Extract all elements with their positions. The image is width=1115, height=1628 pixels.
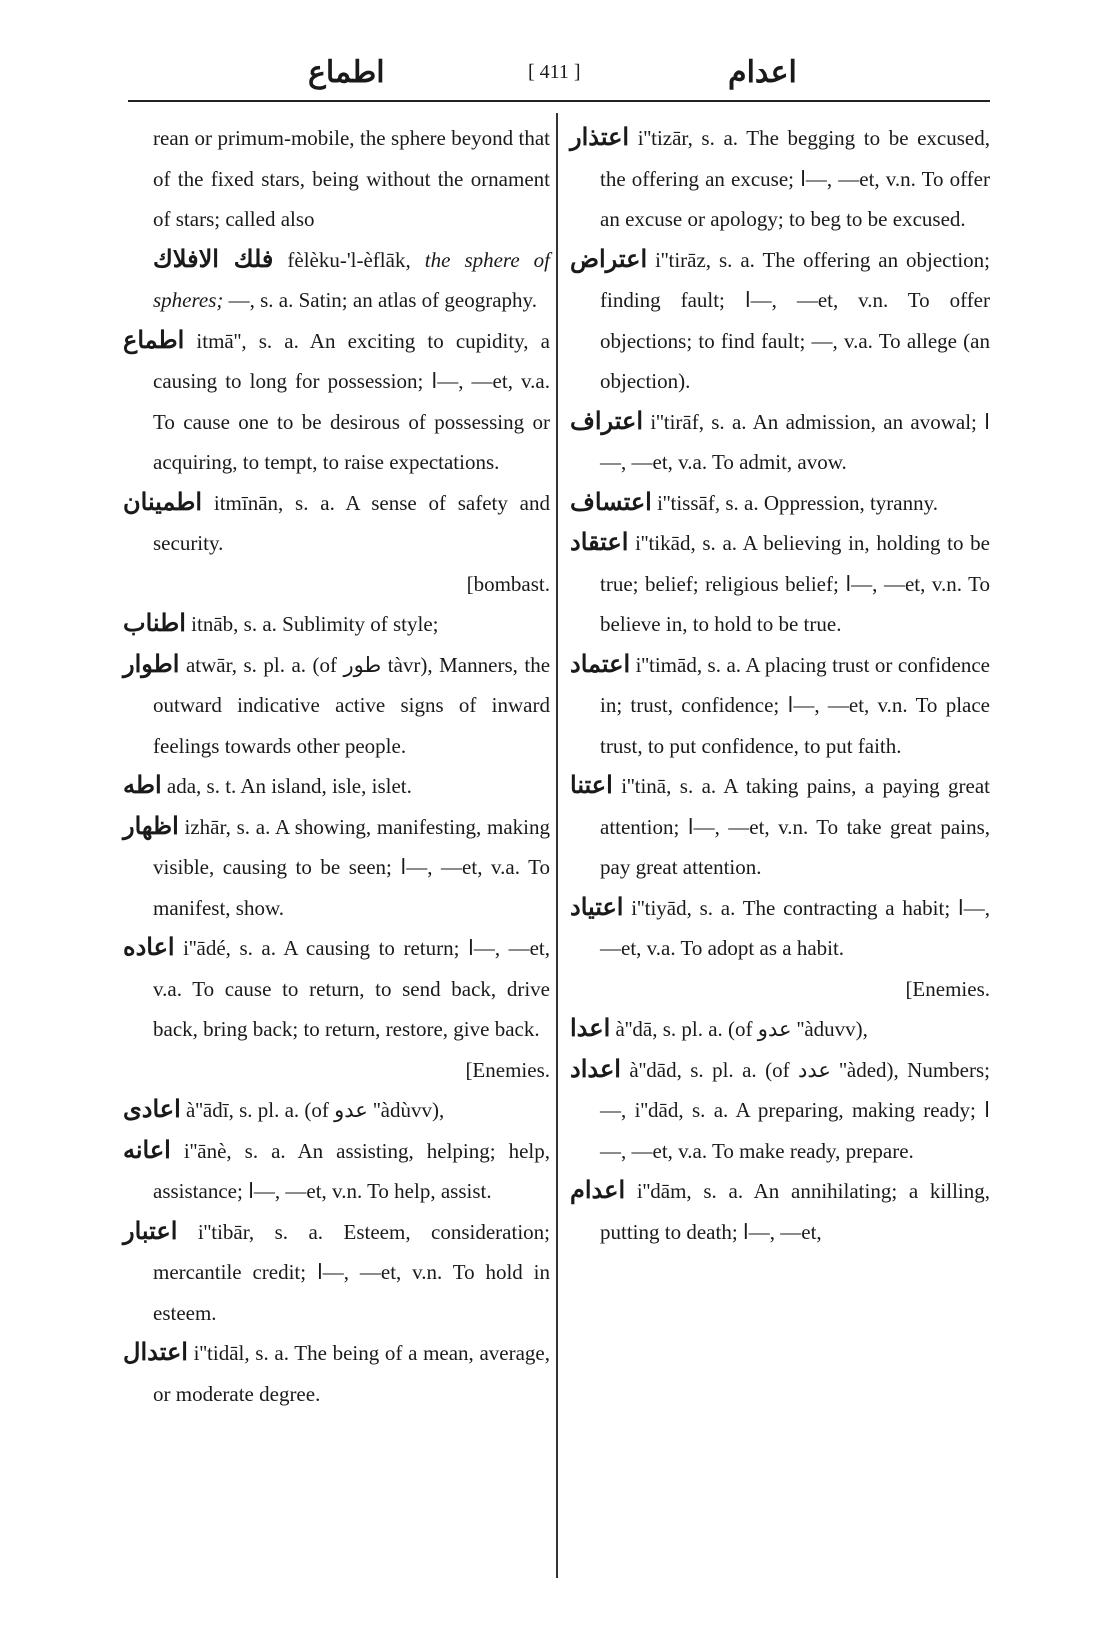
left-entry-5: اطناب itnāb, s. a. Sublimity of style;: [123, 611, 439, 637]
page-number: [ 411 ]: [528, 61, 581, 83]
right-entry-10: اعداد à''dād, s. pl. a. (of عدد ''àded), Numbers; —, i''dād, s. a. A preparing, making ready; ا—, —et, v.a. To make ready, prepare.: [570, 1056, 990, 1163]
left-tag-4: [bombast.: [466, 571, 550, 596]
right-entry-9: اعدا à''dā, s. pl. a. (of عدو ''àduvv),: [570, 1016, 868, 1042]
left-entry-2: اطماع itmā'', s. a. An exciting to cupidity, a causing to long for possession; ا—, —et, v.a. To cause one to be desirous of possessing or acquiring, to tempt, to raise expectations.: [123, 327, 551, 474]
right-entry-11: اعدام i''dām, s. a. An annihilating; a killing, putting to death; ا—, —et,: [570, 1178, 990, 1244]
left-entry-8: اظهار izhār, s. a. A showing, manifesting, making visible, causing to be seen; ا—, —et, v.a. To manifest, show.: [123, 813, 550, 920]
header-left-word: اطماع: [308, 56, 385, 89]
right-entry-0: اعتذار i''tizār, s. a. The begging to be excused, the offering an excuse; ا—, —et, v.n. To offer an excuse or apology; to beg to be excused.: [570, 125, 990, 231]
column-divider: [556, 113, 558, 1578]
left-entry-9: اعاده i''ādé, s. a. A causing to return; ا—, —et, v.a. To cause to return, to send back, drive back, bring back; to return, restore, give back.: [123, 935, 551, 1041]
left-entry-0: rean or primum-mobile, the sphere beyond that of the fixed stars, being without the ornament of stars; called also: [153, 126, 550, 231]
left-entry-3: اطمینان itmīnān, s. a. A sense of safety and security.: [123, 489, 550, 555]
left-entry-11: اعادی à''ādī, s. pl. a. (of عدو ''àdùvv),: [123, 1097, 445, 1123]
right-entry-3: اعتساف i''tissāf, s. a. Oppression, tyranny.: [570, 489, 939, 516]
left-entry-7: اطه ada, s. t. An island, isle, islet.: [123, 773, 412, 799]
right-entry-4: اعتقاد i''tikād, s. a. A believing in, holding to be true; belief; religious belief; ا—, —et, v.n. To believe in, to hold to be true.: [570, 530, 991, 636]
header-rule: [128, 100, 990, 102]
right-entry-7: اعتیاد i''tiyād, s. a. The contracting a habit; ا—, —et, v.a. To adopt as a habit.: [570, 894, 991, 960]
right-entry-6: اعتنا i''tinā, s. a. A taking pains, a paying great attention; ا—, —et, v.n. To take great pains, pay great attention.: [570, 773, 991, 879]
right-column: [570, 118, 990, 1252]
right-entry-5: اعتماد i''timād, s. a. A placing trust or confidence in; trust, confidence; ا—, —et, v.n. To place trust, to put confidence, to put faith.: [570, 651, 991, 758]
left-entry-6: اطوار atwār, s. pl. a. (of طور tàvr), Manners, the outward indicative active signs of inward feelings towards other people.: [123, 651, 551, 758]
right-entry-1: اعتراض i''tirāz, s. a. The offering an objection; finding fault; ا—, —et, v.n. To offer objections; to find fault; —, v.a. To allege (an objection).: [570, 246, 990, 393]
left-tag-10: [Enemies.: [465, 1057, 550, 1082]
left-entry-1: فلك الافلاك fèlèku-'l-èflāk, the sphere of spheres; —, s. a. Satin; an atlas of geography.: [153, 246, 551, 312]
left-entry-13: اعتبار i''tibār, s. a. Esteem, consideration; mercantile credit; ا—, —et, v.n. To hold in esteem.: [123, 1218, 550, 1325]
page-header: [128, 55, 990, 101]
right-tag-8: [Enemies.: [905, 976, 990, 1001]
left-column: [123, 118, 550, 1414]
left-entry-12: اعانه i''ānè, s. a. An assisting, helping; help, assistance; ا—, —et, v.n. To help, assist.: [123, 1137, 551, 1203]
header-right-word: اعدام: [728, 56, 797, 89]
left-entry-14: اعتدال i''tidāl, s. a. The being of a mean, average, or moderate degree.: [123, 1340, 551, 1406]
right-entry-2: اعتراف i''tirāf, s. a. An admission, an avowal; ا—, —et, v.a. To admit, avow.: [570, 408, 991, 474]
